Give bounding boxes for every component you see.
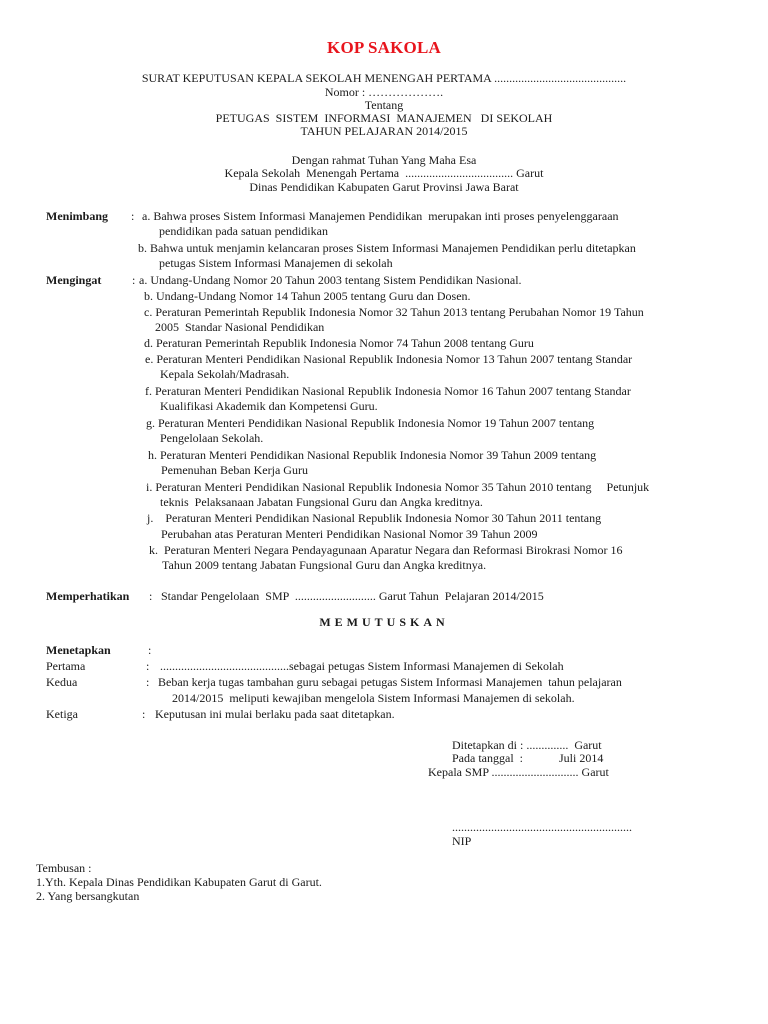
preamble-line-2: Kepala Sekolah Menengah Pertama .................................... Garut [224,166,544,180]
mengingat-item: j. Peraturan Menteri Pendidikan Nasional Republik Indonesia Nomor 30 Tahun 2011 tentang [147,511,602,525]
signature-line: ............................................................ [452,820,632,834]
mengingat-colon: : [132,273,136,287]
kedua-text: 2014/2015 meliputi kewajiban mengelola Sistem Informasi Manajemen di sekolah. [172,691,575,705]
pertama-text: ...........................................sebagai petugas Sistem Informasi Manajemen di Sekolah [160,659,564,673]
mengingat-item: b. Undang-Undang Nomor 14 Tahun 2005 tentang Guru dan Dosen. [144,289,471,303]
kedua-text: Beban kerja tugas tambahan guru sebagai petugas Sistem Informasi Manajemen tahun pelajaran [158,675,622,689]
kedua-label: Kedua [46,675,78,689]
carbon-copy-title: Tembusan : [36,861,92,875]
mengingat-item: i. Peraturan Menteri Pendidikan Nasional Republik Indonesia Nomor 35 Tahun 2010 tentang Petunjuk [146,480,650,494]
menimbang-label: Menimbang [46,209,109,223]
mengingat-item: 2005 Standar Nasional Pendidikan [155,320,325,334]
mengingat-item: Pemenuhan Beban Kerja Guru [161,463,308,477]
letterhead-title: KOP SAKOLA [327,38,441,57]
kedua-colon: : [146,675,150,689]
decree-number: Nomor : ………………. [324,85,444,99]
pertama-colon: : [146,659,150,673]
pertama-label: Pertama [46,659,86,673]
mengingat-item: teknis Pelaksanaan Jabatan Fungsional Guru dan Angka kreditnya. [160,495,483,509]
mengingat-item: Pengelolaan Sekolah. [160,431,264,445]
mengingat-item: Kualifikasi Akademik dan Kompetensi Guru. [160,399,378,413]
ketiga-label: Ketiga [46,707,78,721]
signed-date: Pada tanggal : Juli 2014 [452,751,604,765]
decision-heading: MEMUTUSKAN [319,615,449,629]
mengingat-item: h. Peraturan Menteri Pendidikan Nasional Republik Indonesia Nomor 39 Tahun 2009 tentang [148,448,597,462]
mengingat-item: Perubahan atas Peraturan Menteri Pendidikan Nasional Nomor 39 Tahun 2009 [161,527,538,541]
menetapkan-label: Menetapkan [46,643,111,657]
mengingat-item: c. Peraturan Pemerintah Republik Indonesia Nomor 32 Tahun 2013 tentang Perubahan Nomor 19 Tahun [144,305,644,319]
mengingat-item: e. Peraturan Menteri Pendidikan Nasional Republik Indonesia Nomor 13 Tahun 2007 tentang Standar [145,352,633,366]
preamble-line-3: Dinas Pendidikan Kabupaten Garut Provinsi Jawa Barat [249,180,519,194]
carbon-copy-item: 1.Yth. Kepala Dinas Pendidikan Kabupaten Garut di Garut. [36,875,322,889]
mengingat-item: Tahun 2009 tentang Jabatan Fungsional Guru dan Angka kreditnya. [162,558,487,572]
menimbang-line: pendidikan pada satuan pendidikan [159,224,328,238]
decree-subject: PETUGAS SISTEM INFORMASI MANAJEMEN DI SEKOLAH [215,111,553,125]
menimbang-colon: : [131,209,135,223]
mengingat-item: g. Peraturan Menteri Pendidikan Nasional Republik Indonesia Nomor 19 Tahun 2007 tentang [146,416,595,430]
menimbang-line: a. Bahwa proses Sistem Informasi Manajemen Pendidikan merupakan inti proses penyelenggaraan [142,209,619,223]
signatory-title: Kepala SMP ............................. Garut [428,765,609,779]
about-label: Tentang [364,98,404,112]
menimbang-line: b. Bahwa untuk menjamin kelancaran proses Sistem Informasi Manajemen Pendidikan perlu ditetapkan [138,241,636,255]
ketiga-colon: : [142,707,146,721]
mengingat-label: Mengingat [46,273,102,287]
memperhatikan-label: Memperhatikan [46,589,130,603]
memperhatikan-text: Standar Pengelolaan SMP ........................... Garut Tahun Pelajaran 2014/2015 [161,589,544,603]
mengingat-item: f. Peraturan Menteri Pendidikan Nasional Republik Indonesia Nomor 16 Tahun 2007 tentang Standar [145,384,631,398]
menetapkan-colon: : [148,643,152,657]
carbon-copy-item: 2. Yang bersangkutan [36,889,140,903]
mengingat-item: k. Peraturan Menteri Negara Pendayagunaan Aparatur Negara dan Reformasi Birokrasi Nomor 16 [149,543,623,557]
school-year: TAHUN PELAJARAN 2014/2015 [300,124,468,138]
preamble-line-1: Dengan rahmat Tuhan Yang Maha Esa [291,153,477,167]
signed-place: Ditetapkan di : .............. Garut [452,738,602,752]
mengingat-item: a. Undang-Undang Nomor 20 Tahun 2003 tentang Sistem Pendidikan Nasional. [139,273,522,287]
mengingat-item: Kepala Sekolah/Madrasah. [160,367,290,381]
menimbang-line: petugas Sistem Informasi Manajemen di sekolah [159,256,393,270]
memperhatikan-colon: : [149,589,153,603]
decree-heading: SURAT KEPUTUSAN KEPALA SEKOLAH MENENGAH PERTAMA ............................................ [141,71,627,85]
mengingat-item: d. Peraturan Pemerintah Republik Indonesia Nomor 74 Tahun 2008 tentang Guru [144,336,534,350]
ketiga-text: Keputusan ini mulai berlaku pada saat ditetapkan. [155,707,395,721]
nip-label: NIP [452,834,472,848]
